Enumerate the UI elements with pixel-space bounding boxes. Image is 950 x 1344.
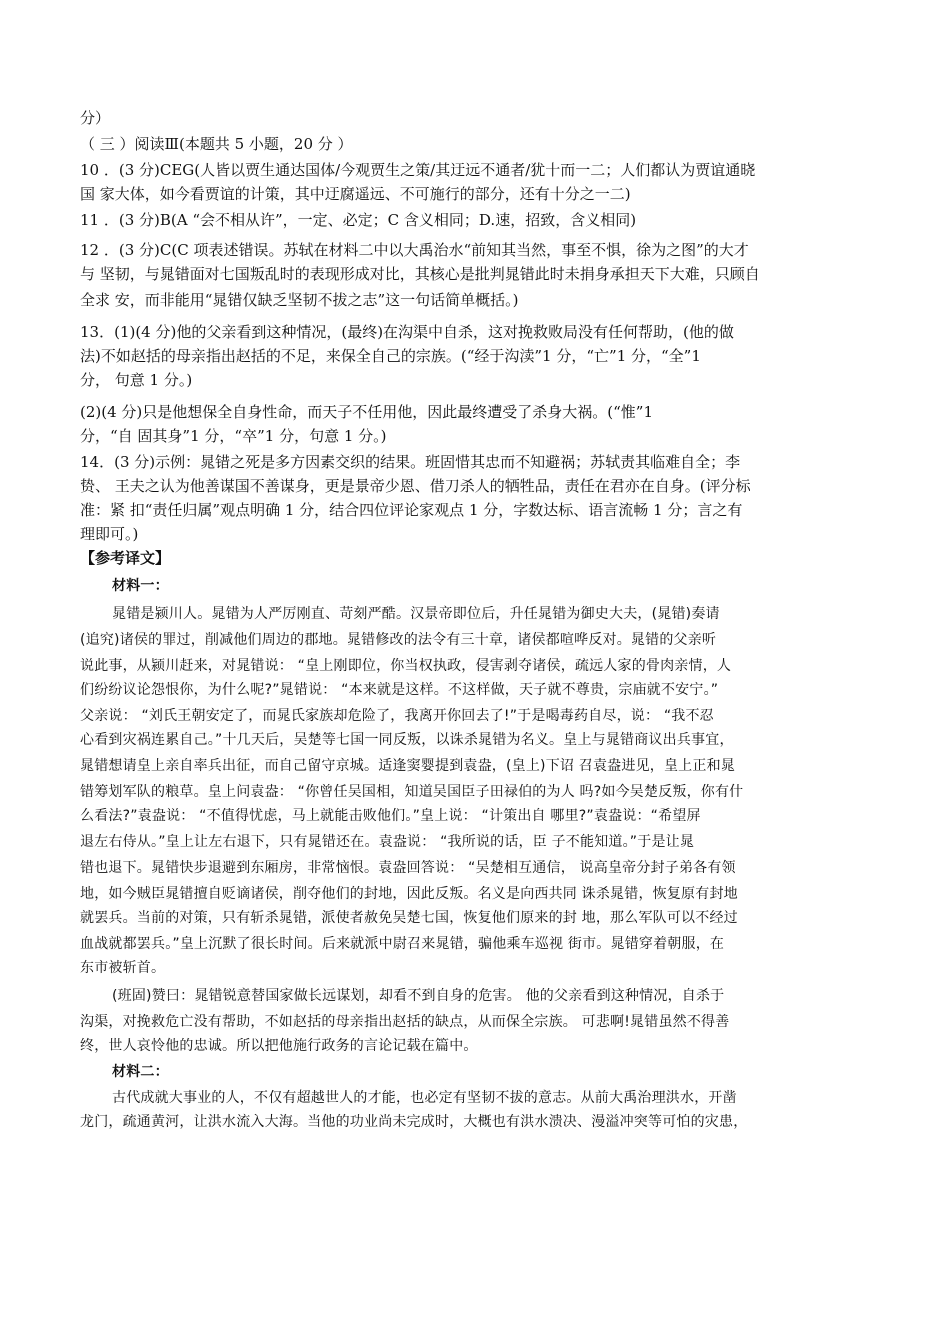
translation-line: (追究)诸侯的罪过，削减他们周边的郡地。晁错修改的法令有三十章，诸侯都喧哗反对。晁错的父亲听 [80, 632, 717, 648]
answer-line: 理即可。) [80, 525, 139, 543]
answer-line: 分） [80, 109, 111, 127]
answer-line: 准：紧 扣“责任归属”观点明确 1 分，结合四位评论家观点 1 分，字数达标、语言流畅 1 分；言之有 [80, 501, 743, 519]
translation-line: 龙门，疏通黄河，让洪水流入大海。当他的功业尚未完成时，大概也有洪水溃决、漫溢冲突等可怕的灾患， [80, 1114, 748, 1130]
translation-line: (班固)赞曰：晁错锐意替国家做长远谋划，却看不到自身的危害。 他的父亲看到这种情况，自杀于 [112, 988, 725, 1004]
answer-line: 13．(1)(4 分)他的父亲看到这种情况，(最终)在沟渠中自杀，这对挽救败局没有任何帮助，(他的做 [80, 323, 734, 341]
answer-line: 分， 句意 1 分。) [80, 371, 193, 389]
answer-line: 国 家大体，如今看贾谊的计策，其中迂腐遥远、不可施行的部分，还有十分之一二) [80, 185, 631, 203]
answer-line: 14．(3 分)示例：晁错之死是多方因素交织的结果。班固惜其忠而不知避祸；苏轼责其临难自全；李 [80, 453, 741, 471]
translation-line: 东市被斩首。 [80, 960, 166, 976]
translation-line: 们纷纷议论怨恨你，为什么呢?”晁错说： “本来就是这样。不这样做，天子就不尊贵，宗庙就不安宁。” [80, 682, 719, 698]
section-heading: （ 三 ）阅读Ⅲ(本题共 5 小题，20 分 ） [80, 135, 353, 153]
material-one-title: 材料一： [112, 578, 169, 594]
translation-line: 血战就都罢兵。”皇上沉默了很长时间。后来就派中尉召来晁错，骗他乘车巡视 街市。晁错穿着朝服，在 [80, 936, 725, 952]
translation-line: 晁错是颍川人。晁错为人严厉刚直、苛刻严酷。汉景帝即位后，升任晁错为御史大夫，(晁错)奏请 [112, 606, 720, 622]
translation-line: 错也退下。晁错快步退避到东厢房，非常恼恨。袁盎回答说： “吴楚相互通信， 说高皇帝分封子弟各有领 [80, 860, 736, 876]
translation-line: 就罢兵。当前的对策，只有斩杀晁错，派使者赦免吴楚七国，恢复他们原来的封 地，那么军队可以不经过 [80, 910, 738, 926]
answer-line: 贽、 王夫之认为他善谋国不善谋身，更是景帝少恩、借刀杀人的牺牲品，责任在君亦在自身。(评分标 [80, 477, 751, 495]
translation-line: 退左右侍从。”皇上让左右退下，只有晁错还在。袁盎说： “我所说的话，臣 子不能知道。”于是让晁 [80, 834, 695, 850]
answer-line: 11 ．(3 分)B(A “会不相从许”，一定、必定；C 含义相同；D.速，招致，含义相同) [80, 211, 637, 229]
material-two-title: 材料二： [112, 1064, 169, 1080]
translation-line: 终，世人哀怜他的忠诚。所以把他施行政务的言论记载在篇中。 [80, 1038, 478, 1054]
translation-line: 错筹划军队的粮草。皇上问袁盎： “你曾任吴国相，知道吴国臣子田禄伯的为人 吗?如今吴楚反叛，你有什 [80, 784, 744, 800]
translation-line: 么看法?”袁盎说： “不值得忧虑，马上就能击败他们。”皇上说： “计策出自 哪里?”袁盎说：“希望屏 [80, 808, 701, 824]
translation-line: 古代成就大事业的人，不仅有超越世人的才能，也必定有坚韧不拔的意志。从前大禹治理洪水，开凿 [112, 1090, 737, 1106]
answer-line: 全求 安，而非能用“晁错仅缺乏坚韧不拔之志”这一句话简单概括。) [80, 291, 519, 309]
translation-heading: 【参考译文】 [80, 549, 171, 567]
answer-line: 12 ．(3 分)C(C 项表述错误。苏轼在材料二中以大禹治水“前知其当然，事至不惧，徐为之图”的大才 [80, 241, 749, 259]
answer-line: 法)不如赵括的母亲指出赵括的不足，来保全自己的宗族。(“经于沟渎”1 分，“亡”1 分，“全”1 [80, 347, 701, 365]
answer-line: 分，“自 固其身”1 分，“卒”1 分，句意 1 分。) [80, 427, 387, 445]
answer-line: 与 坚韧，与晁错面对七国叛乱时的表现形成对比，其核心是批判晁错此时未捐身承担天下大难，只顾自 [80, 265, 760, 283]
translation-line: 晁错想请皇上亲自率兵出征，而自己留守京城。适逢窦婴提到袁盎，(皇上)下诏 召袁盎进见，皇上正和晁 [80, 758, 735, 774]
answer-line: 10 ．(3 分)CEG(人皆以贾生通达国体/今观贾生之策/其迂远不通者/犹十而一二；人们都认为贾谊通晓 [80, 161, 756, 179]
translation-line: 沟渠，对挽救危亡没有帮助，不如赵括的母亲指出赵括的缺点，从而保全宗族。 可悲啊!晁错虽然不得善 [80, 1014, 730, 1030]
translation-line: 心看到灾祸连累自己。”十几天后，吴楚等七国一同反叛，以诛杀晁错为名义。皇上与晁错商议出兵事宜， [80, 732, 734, 748]
translation-line: 父亲说： “刘氏王朝安定了，而晁氏家族却危险了，我离开你回去了!”于是喝毒药自尽，说： “我不忍 [80, 708, 714, 724]
translation-line: 说此事，从颍川赶来，对晁错说： “皇上刚即位，你当权执政，侵害剥夺诸侯，疏远人家的骨肉亲情，人 [80, 658, 732, 674]
answer-line: (2)(4 分)只是他想保全自身性命，而天子不任用他，因此最终遭受了杀身大祸。(“惟”1 [80, 403, 653, 421]
translation-line: 地，如今贼臣晁错擅自贬谪诸侯，削夺他们的封地，因此反叛。名义是向西共同 诛杀晁错，恢复原有封地 [80, 886, 738, 902]
